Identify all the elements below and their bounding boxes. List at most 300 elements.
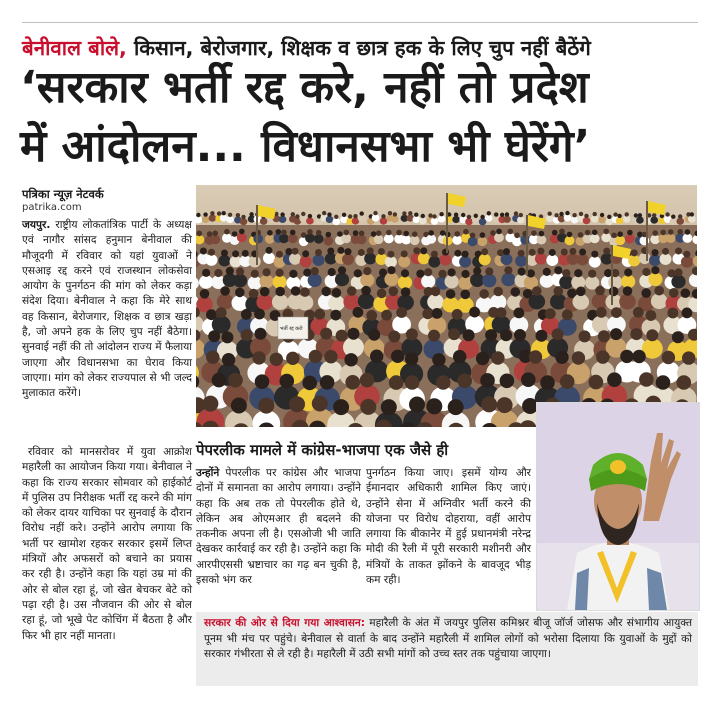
crowd-figure-head [206, 351, 219, 364]
crowd-figure-head [432, 214, 436, 218]
crowd-figure-body [598, 216, 606, 223]
crowd-figure-head [276, 251, 283, 258]
crowd-figure-body [240, 218, 248, 225]
crowd-figure-head [500, 374, 515, 389]
crowd-figure-head [280, 374, 295, 389]
assurance-lead: सरकार की ओर से दिया गया आश्वासन: [204, 617, 365, 629]
crowd-figure-head [505, 212, 509, 216]
crowd-figure-head [267, 230, 273, 236]
crowd-figure-head [480, 373, 495, 388]
crowd-figure-body [482, 274, 496, 288]
crowd-figure-head [607, 215, 611, 219]
crowd-figure-head [324, 350, 337, 363]
crowd-figure-head [518, 268, 526, 276]
crowd-figure-body [288, 234, 298, 243]
crowd-figure-head [504, 266, 512, 274]
crowd-figure-body [335, 273, 349, 287]
crowd-figure-body [273, 275, 287, 289]
crowd-figure-head [208, 330, 220, 342]
crowd-figure-head [202, 269, 210, 277]
crowd-figure-head [554, 266, 562, 274]
crowd-figure-head [405, 375, 420, 390]
crowd-figure-body [468, 237, 478, 246]
crowd-figure-head [627, 230, 633, 236]
crowd-figure-body [391, 216, 399, 223]
crowd-figure-body [249, 256, 261, 268]
crowd-figure-head [500, 329, 512, 341]
crowd-figure-body [289, 253, 301, 265]
assurance-box-text [204, 616, 692, 663]
crowd-photo-graphic [196, 185, 697, 427]
crowd-figure-head [585, 230, 591, 236]
flag-pole [446, 193, 448, 253]
crowd-figure-head [236, 268, 244, 276]
crowd-figure-body [619, 294, 636, 310]
crowd-figure-head [662, 351, 675, 364]
crowd-figure-head [678, 214, 682, 218]
crowd-figure-head [474, 214, 478, 218]
crowd-figure-head [560, 374, 575, 389]
crowd-figure-head [669, 288, 679, 298]
crowd-figure-head [668, 229, 674, 235]
crowd-figure-body [564, 214, 572, 221]
crowd-figure-head [373, 211, 377, 215]
crowd-figure-head [367, 247, 374, 254]
crowd-figure-head [314, 309, 325, 320]
crowd-figure-head [337, 231, 343, 237]
crowd-figure-head [672, 331, 684, 343]
crowd-figure-head [454, 213, 458, 217]
crowd-figure-body [583, 217, 591, 224]
crowd-figure-head [291, 286, 301, 296]
kicker-rest: किसान, बेरोजगार, शिक्षक व छात्र हक के लिए चुप नहीं बैठेंगे [126, 36, 591, 60]
crowd-figure-head [348, 328, 360, 340]
crowd-figure-body [256, 294, 273, 310]
crowd-figure-body [300, 215, 308, 222]
crowd-figure-head [610, 328, 622, 340]
crowd-figure-head [549, 249, 556, 256]
crowd-figure-head [327, 248, 334, 255]
crowd-figure-body [358, 293, 375, 309]
crowd-figure-head [254, 309, 265, 320]
crowd-figure-head [222, 353, 235, 366]
crowd-figure-body [651, 293, 668, 309]
crowd-figure-head [493, 287, 503, 297]
crowd-figure-head [241, 215, 245, 219]
crowd-figure-head [333, 399, 349, 415]
crowd-figure-head [579, 212, 583, 216]
crowd-figure-head [596, 350, 609, 363]
crowd-figure-head [677, 375, 692, 390]
crowd-figure-head [263, 268, 271, 276]
crowd-figure-head [589, 375, 604, 390]
crowd-figure-head [387, 266, 395, 274]
crowd-figure-head [646, 329, 658, 341]
crowd-figure-head [600, 213, 604, 217]
crowd-figure-head [249, 212, 253, 216]
crowd-figure-head [412, 231, 418, 237]
crowd-figure-head [632, 350, 645, 363]
crowd-figure-body [535, 253, 547, 265]
crowd-figure-body [589, 256, 601, 268]
crowd-figure-head [574, 269, 582, 277]
crowd-figure-body [438, 215, 446, 222]
crowd-figure-head [607, 372, 622, 387]
crowd-figure-head [652, 213, 656, 217]
crowd-figure-head [559, 212, 563, 216]
crowd-figure-head [532, 286, 542, 296]
crowd-figure-body [341, 234, 351, 243]
crowd-figure-head [409, 397, 425, 413]
crowd-figure-head [514, 329, 526, 341]
crowd-figure-head [682, 351, 695, 364]
crowd-figure-head [539, 231, 545, 237]
crowd-figure-head [454, 250, 461, 257]
crowd-figure-head [675, 248, 682, 255]
crowd-figure-head [281, 230, 287, 236]
crowd-figure-head [326, 232, 332, 238]
crowd-figure-head [275, 287, 285, 297]
crowd-figure-head [531, 230, 537, 236]
crowd-figure-head [197, 231, 203, 237]
crowd-figure-head [613, 212, 617, 216]
story-column-left-lower [22, 445, 192, 644]
headline-line-2: में आंदोलन... विधानसभा भी घेरेंगे’ [20, 121, 591, 172]
crowd-figure-head [639, 372, 654, 387]
crowd-figure-head [491, 351, 504, 364]
crowd-figure-head [396, 307, 407, 318]
crowd-figure-head [381, 214, 385, 218]
crowd-figure-head [617, 231, 623, 237]
crowd-figure-body [520, 235, 530, 244]
crowd-figure-head [623, 286, 633, 296]
crowd-figure-head [641, 288, 651, 298]
crowd-figure-body [503, 216, 511, 223]
crowd-figure-head [662, 248, 669, 255]
crowd-figure-head [242, 250, 249, 257]
crowd-figure-head [424, 268, 432, 276]
crowd-figure-head [431, 287, 441, 297]
crowd-figure-head [578, 232, 584, 238]
crowd-figure-body [494, 233, 504, 242]
crowd-figure-head [322, 211, 326, 215]
subheading: पेपरलीक मामले में कांग्रेस-भाजपा एक जैसे ही [196, 441, 449, 459]
crowd-figure-head [386, 230, 392, 236]
crowd-figure-head [656, 375, 671, 390]
crowd-figure-head [370, 350, 383, 363]
crowd-figure-head [479, 289, 489, 299]
crowd-figure-body [565, 236, 575, 245]
crowd-figure-body [372, 214, 380, 221]
crowd-figure-head [511, 287, 521, 297]
crowd-figure-head [552, 328, 564, 340]
crowd-figure-head [361, 286, 371, 296]
paperleak-paragraph: पेपरलीक पर कांग्रेस और भाजपा दोनों में समानता का आरोप लगाया। उन्होंने कहा कि अब तक तो पेपरलीक होते थे, लेकिन अब ओएमआर ही बदलने की तकनीक अपना ली है। एसओजी भी जाति देखकर कार्रवाई कर रही है। उन्होंने कहा कि आरपीएससी भ्रष्टाचार का गढ़ बन चुकी है, इसको भंग कर [196, 467, 361, 587]
crowd-figure-body [297, 295, 314, 311]
crowd-figure-head [633, 307, 644, 318]
crowd-figure-head [500, 213, 504, 217]
crowd-figure-head [559, 229, 565, 235]
crowd-figure-head [391, 350, 404, 363]
crowd-figure-body [681, 256, 693, 268]
crowd-figure-head [222, 211, 226, 215]
crowd-figure-head [457, 374, 472, 389]
crowd-figure-body [472, 217, 480, 224]
crowd-figure-head [461, 213, 465, 217]
crowd-figure-head [387, 251, 394, 258]
crowd-figure-head [255, 328, 267, 340]
crowd-figure-head [588, 270, 596, 278]
crowd-figure-head [554, 286, 564, 296]
crowd-figure-head [436, 375, 451, 390]
crowd-figure-body [615, 236, 625, 245]
crowd-figure-head [624, 268, 632, 276]
crowd-figure-body [226, 216, 234, 223]
crowd-figure-head [291, 212, 295, 216]
crowd-figure-head [290, 230, 296, 236]
crowd-figure-head [216, 307, 227, 318]
crowd-figure-head [255, 374, 270, 389]
paperleak-paragraph-cont: पुनर्गठन किया जाए। इसमें योग्य और ईमानदार अधिकारी शामिल किए जाएं। उन्होंने सेना में अग्निवीर भर्ती करने की योजना पर विरोध दोहराया, वहीं आरोप लगाया कि बीकानेर में हुई प्रधानमंत्री नरेन्द्र मोदी की रैली में पूरी सरकारी मशीनरी और मंत्रियों के ताकत झोंकने के बावजूद भीड़ कम रही। [366, 467, 531, 587]
crowd-figure-head [496, 229, 502, 235]
crowd-figure-body [427, 294, 444, 310]
crowd-figure-body [233, 274, 247, 288]
crowd-figure-head [307, 229, 313, 235]
crowd-figure-head [593, 212, 597, 216]
crowd-figure-body [272, 294, 289, 310]
crowd-figure-head [467, 215, 471, 219]
crowd-figure-head [603, 229, 609, 235]
crowd-figure-head [210, 211, 214, 215]
crowd-figure-head [463, 329, 475, 341]
crowd-figure-head [342, 213, 346, 217]
crowd-figure-head [476, 352, 489, 365]
crowd-figure-body [202, 216, 210, 223]
flag-pole [526, 215, 528, 275]
crowd-figure-body [517, 216, 525, 223]
crowd-figure-head [514, 211, 518, 215]
crowd-figure-head [603, 248, 610, 255]
crowd-figure-head [320, 375, 335, 390]
crowd-figure-head [207, 231, 213, 237]
crowd-figure-body [649, 255, 661, 267]
crowd-figure-head [330, 310, 341, 321]
crowd-figure-head [224, 229, 230, 235]
crowd-figure-head [428, 213, 432, 217]
crowd-figure-head [286, 352, 299, 365]
crowd-figure-head [196, 213, 200, 217]
crowd-figure-head [202, 396, 218, 412]
crowd-figure-head [674, 268, 682, 276]
crowd-figure-head [292, 248, 299, 255]
crowd-figure-head [405, 352, 418, 365]
crowd-figure-body [590, 234, 600, 243]
crowd-figure-head [408, 211, 412, 215]
crowd-figure-body [625, 234, 635, 243]
crowd-figure-body [650, 217, 658, 224]
crowd-figure-head [393, 212, 397, 216]
crowd-figure-head [432, 353, 445, 366]
crowd-figure-head [485, 267, 493, 275]
crowd-figure-head [432, 308, 443, 319]
crowd-figure-head [537, 248, 544, 255]
crowd-figure-body [452, 235, 462, 244]
crowd-figure-head [652, 249, 659, 256]
crowd-figure-body [419, 217, 427, 224]
crowd-figure-head [376, 230, 382, 236]
crowd-figure-head [682, 308, 693, 319]
crowd-figure-body [210, 235, 220, 244]
crowd-figure-head [485, 329, 497, 341]
crowd-figure-head [536, 330, 548, 342]
crowd-figure-head [231, 398, 247, 414]
crowd-figure-head [681, 288, 691, 298]
crowd-figure-body [333, 218, 341, 225]
assurance-body: महारैली के अंत में जयपुर पुलिस कमिश्नर बीजू जॉर्ज जोसफ और संभागीय आयुक्त पूनम भी मंच पर पहुंचे। बेनीवाल से वार्ता के बाद उन्होंने महारैली में शामिल लोगों को भरोसा दिलाया कि युवाओं के मुद्दों को सरकार गंभीरता से ले रही है। महारैली में उठी सभी मांगों को उच्च स्तर तक पहुंचाया जाएगा। [204, 617, 692, 661]
crowd-figure-head [344, 353, 357, 366]
crowd-figure-body [515, 255, 527, 267]
headline-line-1: ‘सरकार भर्ती रद्द करे, नहीं तो प्रदेश [20, 62, 589, 113]
crowd-figure-head [453, 350, 466, 363]
crowd-figure-head [660, 230, 666, 236]
crowd-figure-head [276, 229, 282, 235]
crowd-figure-head [345, 375, 360, 390]
crowd-figure-head [309, 350, 322, 363]
crowd-figure-head [561, 249, 568, 256]
crowd-figure-head [289, 270, 297, 278]
crowd-figure-head [321, 287, 331, 297]
crowd-figure-head [473, 267, 481, 275]
crowd-figure-head [285, 248, 292, 255]
crowd-figure-head [332, 288, 342, 298]
crowd-figure-head [439, 212, 443, 216]
crowd-figure-head [448, 399, 464, 415]
crowd-figure-head [514, 308, 525, 319]
crowd-figure-head [366, 310, 377, 321]
crowd-figure-head [232, 250, 239, 257]
crowd-figure-head [685, 229, 691, 235]
crowd-figure-head [518, 250, 525, 257]
crowd-figure-body [636, 217, 644, 224]
crowd-figure-head [249, 289, 259, 299]
crowd-figure-head [334, 215, 338, 219]
crowd-figure-body [328, 295, 345, 311]
crowd-figure-head [338, 266, 346, 274]
crowd-figure-head [377, 289, 387, 299]
crowd-figure-head [683, 251, 690, 258]
crowd-figure-head [354, 269, 362, 277]
crowd-figure-head [545, 308, 556, 319]
crowd-figure-head [422, 308, 433, 319]
crowd-figure-body [374, 235, 384, 244]
crowd-figure-body [217, 294, 234, 310]
crowd-figure-head [328, 268, 336, 276]
site-url: patrika.com [22, 202, 82, 213]
crowd-figure-head [212, 373, 227, 388]
crowd-figure-head [214, 269, 222, 277]
crowd-figure-body [220, 214, 228, 221]
crowd-figure-body [263, 252, 275, 264]
crowd-figure-head [630, 328, 642, 340]
crowd-figure-head [360, 211, 364, 215]
crowd-figure-head [421, 214, 425, 218]
crowd-figure-head [480, 215, 484, 219]
crowd-figure-head [406, 328, 418, 340]
photo-placard-text: भर्ती रद्द करो [280, 326, 303, 332]
crowd-figure-head [611, 233, 617, 239]
crowd-figure-head [200, 289, 210, 299]
crowd-figure-head [327, 212, 331, 216]
crowd-figure-head [217, 211, 221, 215]
crowd-figure-head [378, 248, 385, 255]
crowd-figure-body [639, 253, 651, 265]
crowd-figure-head [494, 212, 498, 216]
crowd-figure-head [579, 330, 591, 342]
crowd-figure-head [358, 249, 365, 256]
crowd-figure-body [485, 215, 493, 222]
crowd-figure-body [308, 274, 322, 288]
crowd-figure-head [368, 329, 380, 341]
crowd-figure-body [666, 234, 676, 243]
crowd-figure-body [253, 234, 263, 243]
crowd-figure-body [385, 256, 397, 268]
crowd-figure-head [260, 287, 270, 297]
crowd-figure-head [344, 230, 350, 236]
byline: पत्रिका न्यूज़ नेटवर्क [22, 187, 104, 201]
crowd-figure-head [347, 286, 357, 296]
crowd-figure-head [521, 372, 536, 387]
crowd-figure-head [388, 211, 392, 215]
crowd-figure-head [200, 248, 207, 255]
crowd-figure-head [665, 212, 669, 216]
headline [20, 58, 704, 176]
crowd-figure-head [337, 247, 344, 254]
crowd-figure-head [652, 230, 658, 236]
crowd-figure-body [688, 216, 696, 223]
crowd-figure-head [552, 230, 558, 236]
crowd-figure-head [315, 249, 322, 256]
crowd-figure-head [617, 214, 621, 218]
story-column-left [22, 218, 192, 402]
crowd-figure-body [279, 234, 289, 243]
crowd-figure-head [462, 251, 469, 258]
crowd-figure-head [646, 310, 657, 321]
crowd-figure-body [573, 294, 590, 310]
crowd-figure-body [398, 256, 410, 268]
crowd-figure-body [384, 273, 398, 287]
crowd-figure-head [389, 287, 399, 297]
crowd-figure-body [452, 216, 460, 223]
crowd-figure-body [265, 234, 275, 243]
crowd-figure-head [508, 229, 514, 235]
crowd-figure-body [577, 254, 589, 266]
crowd-figure-head [611, 307, 622, 318]
crowd-figure-head [308, 214, 312, 218]
crowd-figure-body [357, 235, 367, 244]
crowd-figure-head [529, 249, 536, 256]
crowd-figure-head [252, 351, 265, 364]
crowd-figure-body [501, 254, 513, 266]
crowd-figure-head [381, 399, 397, 415]
crowd-figure-body [428, 256, 440, 268]
crowd-figure-body [431, 218, 439, 225]
crowd-figure-head [345, 248, 352, 255]
crowd-figure-head [438, 270, 446, 278]
story-column-middle [196, 466, 361, 588]
crowd-figure-head [487, 211, 491, 215]
crowd-figure-body [591, 215, 599, 222]
crowd-figure-body [413, 216, 421, 223]
